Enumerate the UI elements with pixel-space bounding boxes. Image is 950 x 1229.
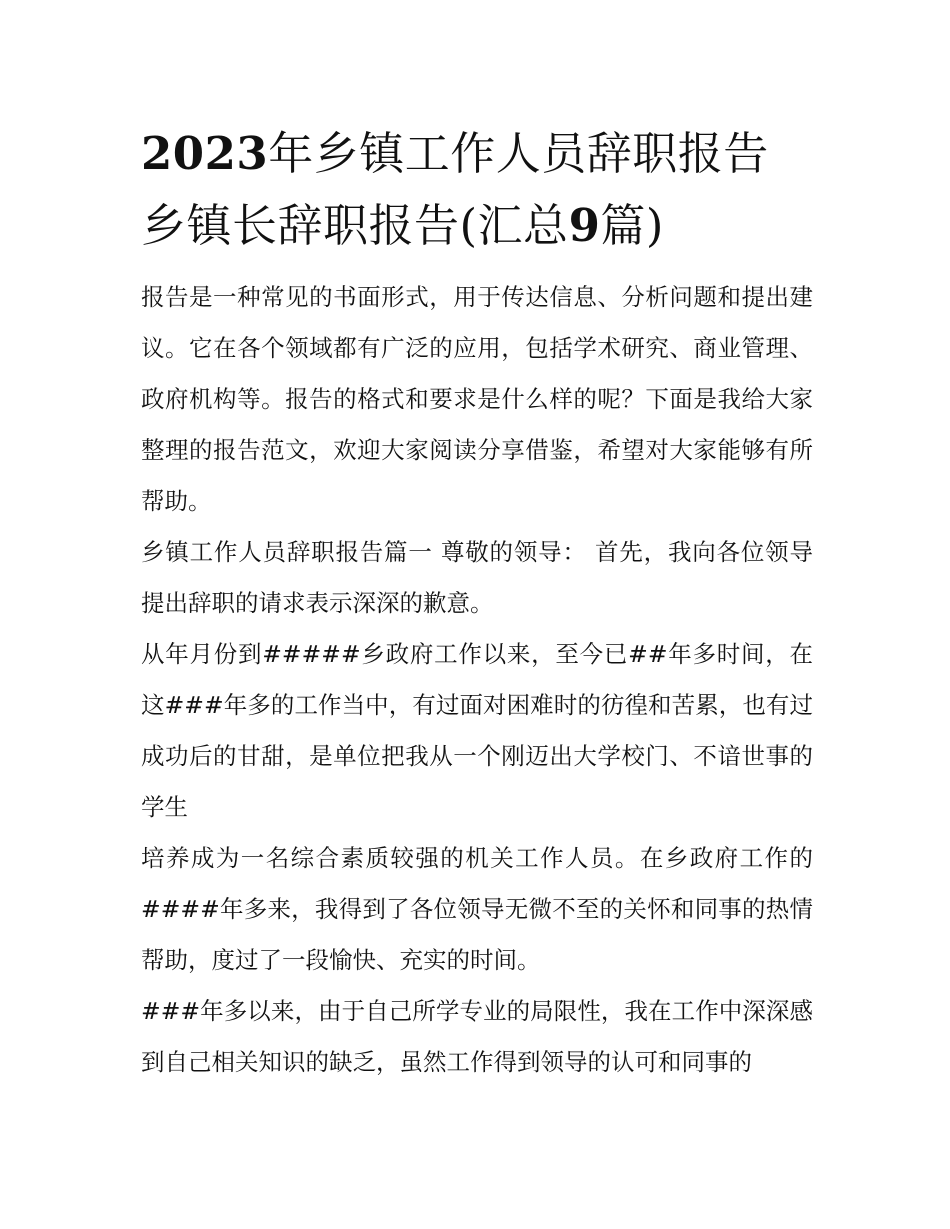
paragraph-history: 从年月份到#####乡政府工作以来，至今已##年多时间，在这###年多的工作当中，有过面对困难时的彷徨和苦累，也有过成功后的甘甜，是单位把我从一个刚迈出大学校门、不谙世事的学生 xyxy=(141,640,813,821)
title-year: 2023 xyxy=(141,127,269,180)
title-line1: 年乡镇工作人员辞职报告 xyxy=(268,127,769,180)
paragraph-intro: 报告是一种常见的书面形式，用于传达信息、分析问题和提出建议。它在各个领域都有广泛的应用，包括学术研究、商业管理、政府机构等。报告的格式和要求是什么样的呢？下面是我给大家整理的报告范文，欢迎大家阅读分享借鉴，希望对大家能够有所帮助。 xyxy=(141,283,813,515)
title-count: 9 xyxy=(568,199,601,252)
paragraph-growth: 培养成为一名综合素质较强的机关工作人员。在乡政府工作的####年多来，我得到了各位领导无微不至的关怀和同事的热情帮助，度过了一段愉快、充实的时间。 xyxy=(141,844,813,974)
document-page xyxy=(141,118,813,1088)
document-title xyxy=(141,118,813,262)
document-body xyxy=(141,272,813,1088)
title-line2-suffix: 篇) xyxy=(600,199,664,252)
title-line2: 乡镇长辞职报告(汇总 xyxy=(141,199,569,252)
paragraph-reason: ###年多以来，由于自己所学专业的局限性，我在工作中深深感到自己相关知识的缺乏，虽然工作得到领导的认可和同事的 xyxy=(141,997,813,1076)
paragraph-salutation: 乡镇工作人员辞职报告篇一 尊敬的领导： 首先，我向各位领导提出辞职的请求表示深深的歉意。 xyxy=(141,538,813,617)
